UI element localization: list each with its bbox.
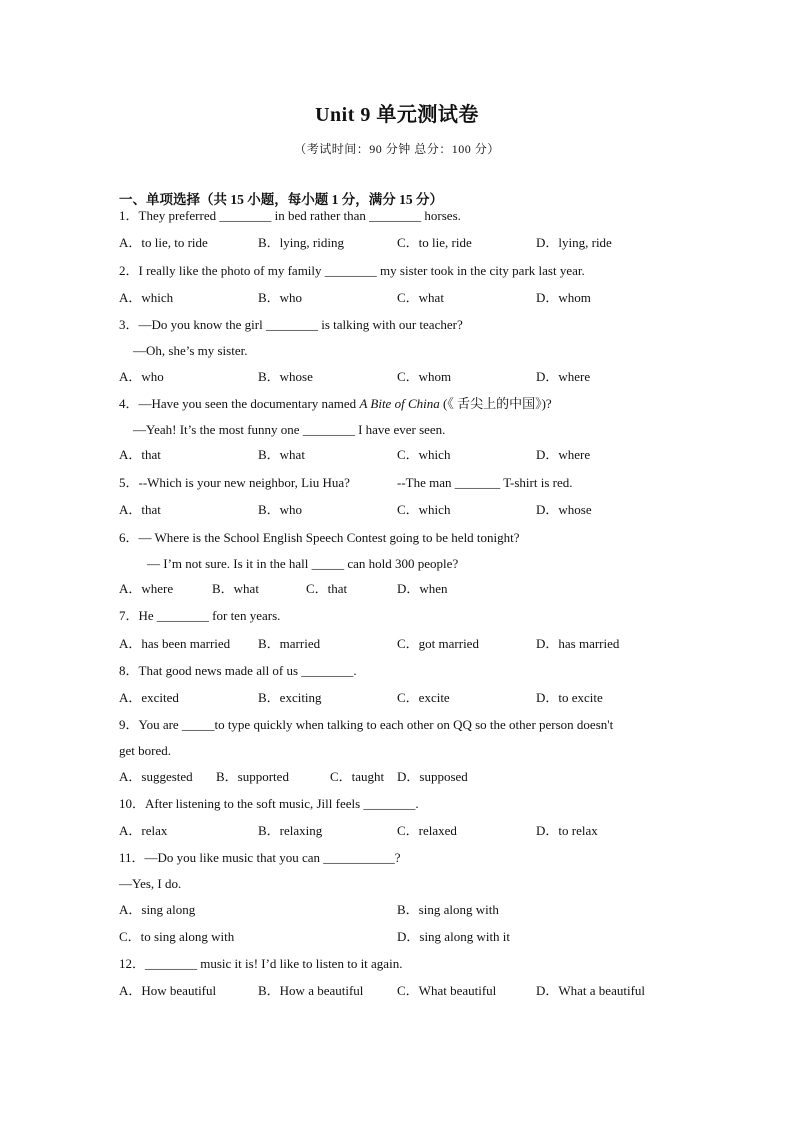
option-d: D．where: [536, 447, 591, 462]
option-a: A．which: [119, 290, 174, 305]
option-b: B．married: [258, 636, 321, 651]
question-stem: 9．You are _____to type quickly when talking to each other on QQ so the other person doesn't: [119, 717, 614, 732]
option-d: D．whose: [536, 502, 592, 517]
option-d: D．supposed: [397, 769, 468, 784]
option-a: A．sing along: [119, 902, 196, 917]
option-a: A．has been married: [119, 636, 231, 651]
option-a: A．How beautiful: [119, 983, 217, 998]
option-c: C．that: [306, 581, 348, 596]
option-b: B．exciting: [258, 690, 322, 705]
option-c: C．what: [397, 290, 444, 305]
option-d: D．when: [397, 581, 448, 596]
option-a: A．that: [119, 502, 161, 517]
option-a: A．suggested: [119, 769, 193, 784]
question-dialogue-line: — I’m not sure. Is it in the hall _____ can hold 300 people?: [147, 556, 459, 571]
question-stem: 5．--Which is your new neighbor, Liu Hua?: [119, 475, 350, 490]
question-stem: 10．After listening to the soft music, Jill feels ________.: [119, 796, 419, 811]
exam-info: （考试时间：90 分钟 总分：100 分）: [294, 142, 500, 156]
option-b: B．who: [258, 290, 303, 305]
option-b: B．relaxing: [258, 823, 323, 838]
question-stem: 12．________ music it is! I’d like to listen to it again.: [119, 956, 403, 971]
page-title: Unit 9 单元测试卷: [315, 104, 479, 126]
question-stem: [119, 395, 552, 413]
question-dialogue-line: —Oh, she’s my sister.: [133, 343, 248, 358]
documentary-title: A Bite of China: [359, 396, 440, 411]
question-stem: 7．He ________ for ten years.: [119, 608, 281, 623]
option-a: A．relax: [119, 823, 168, 838]
option-a: A．excited: [119, 690, 179, 705]
question-stem: 1．They preferred ________ in bed rather than ________ horses.: [119, 208, 461, 223]
question-stem: 8．That good news made all of us ________.: [119, 663, 357, 678]
option-a: A．where: [119, 581, 174, 596]
option-d: D．sing along with it: [397, 929, 511, 944]
option-c: C．What beautiful: [397, 983, 497, 998]
option-b: B．How a beautiful: [258, 983, 364, 998]
option-d: D．lying, ride: [536, 235, 612, 250]
option-d: D．has married: [536, 636, 620, 651]
option-b: B．whose: [258, 369, 313, 384]
option-c: C．taught: [330, 769, 385, 784]
question-dialogue-line: —Yes, I do.: [119, 876, 182, 891]
question-stem-text: (《 舌尖上的中国》)?: [439, 396, 552, 411]
question-stem: 11．—Do you like music that you can ___________?: [119, 850, 401, 865]
option-d: D．to excite: [536, 690, 603, 705]
option-b: B．what: [258, 447, 305, 462]
option-b: B．supported: [216, 769, 289, 784]
option-b: B．sing along with: [397, 902, 499, 917]
question-dialogue-line: —Yeah! It’s the most funny one ________ I have ever seen.: [133, 422, 446, 437]
option-b: B．what: [212, 581, 259, 596]
option-d: D．to relax: [536, 823, 598, 838]
question-stem: 6．— Where is the School English Speech Contest going to be held tonight?: [119, 530, 520, 545]
option-b: B．lying, riding: [258, 235, 344, 250]
option-c: C．got married: [397, 636, 479, 651]
question-stem-continued: get bored.: [119, 743, 171, 758]
option-d: D．whom: [536, 290, 591, 305]
question-stem: 3．—Do you know the girl ________ is talking with our teacher?: [119, 317, 463, 332]
option-a: A．who: [119, 369, 164, 384]
option-c: C．to sing along with: [119, 929, 235, 944]
option-c: C．which: [397, 502, 451, 517]
question-stem-text: 4．—Have you seen the documentary named: [119, 396, 360, 411]
question-dialogue-line: --The man _______ T-shirt is red.: [397, 475, 573, 490]
question-stem: 2．I really like the photo of my family ________ my sister took in the city park last year.: [119, 263, 585, 278]
option-c: C．excite: [397, 690, 450, 705]
option-c: C．relaxed: [397, 823, 457, 838]
option-a: A．that: [119, 447, 161, 462]
option-c: C．which: [397, 447, 451, 462]
option-c: C．whom: [397, 369, 452, 384]
option-d: D．where: [536, 369, 591, 384]
section-heading: 一、单项选择（共 15 小题，每小题 1 分，满分 15 分）: [119, 192, 443, 207]
option-d: D．What a beautiful: [536, 983, 646, 998]
option-c: C．to lie, ride: [397, 235, 472, 250]
option-a: A．to lie, to ride: [119, 235, 208, 250]
option-b: B．who: [258, 502, 303, 517]
